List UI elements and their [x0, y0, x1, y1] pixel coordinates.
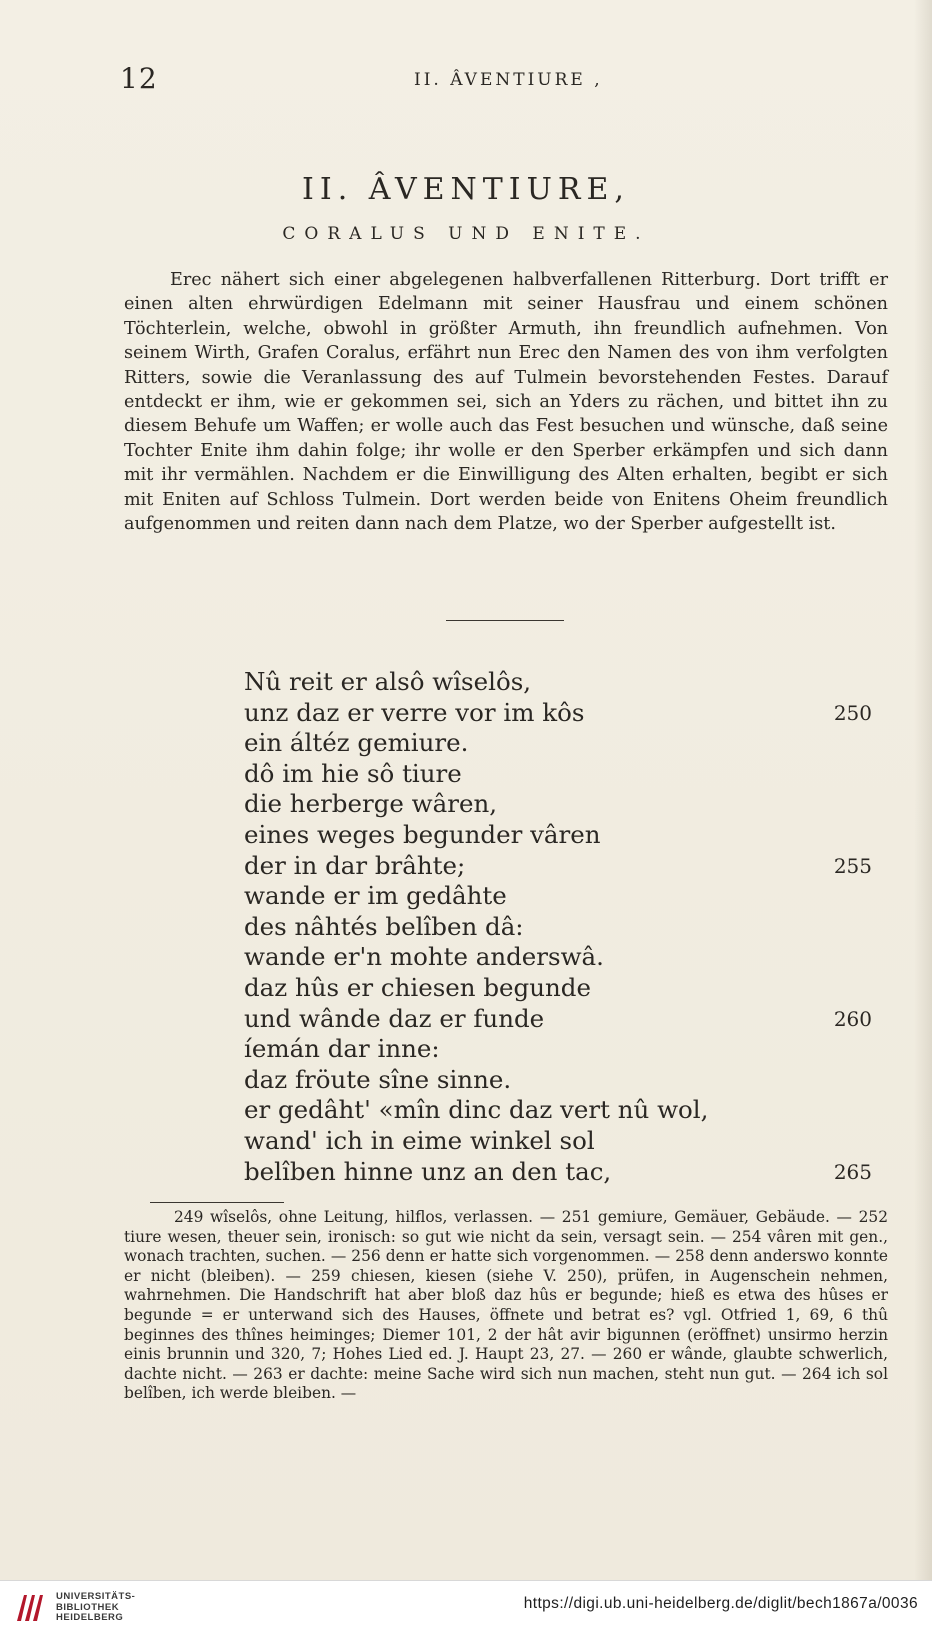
verse-line: [244, 973, 884, 1004]
verse-line: [244, 881, 884, 912]
verse-text: daz fröute sîne sinne.: [244, 1064, 512, 1094]
library-name-line: UNIVERSITÄTS-: [56, 1591, 136, 1602]
verse-text: des nâhtés belîben dâ:: [244, 911, 524, 941]
verse-line: [244, 1004, 884, 1035]
source-url-link[interactable]: https://digi.ub.uni-heidelberg.de/diglit/bech1867a/0036: [523, 1595, 918, 1612]
chapter-summary: [124, 268, 888, 536]
verse-text: und wânde daz er funde: [244, 1003, 545, 1033]
verse-text: er gedâht' «mîn dinc daz vert nû wol,: [244, 1095, 709, 1125]
footnote-text: 249 wîselôs, ohne Leitung, hilflos, verlassen. — 251 gemiure, Gemäuer, Gebäude. — 252 tiure wesen, theuer sein, ironisch: so gut wie nicht da sein, versagt sein. — 254 vâren mit gen., wonach trachten, suchen. — 256 denn er hatte sich vorgenommen. — 258 denn anderswo konnte er nicht (bleiben). — 259 chiesen, kiesen (siehe V. 250), prüfen, in Augenschein nehmen, wahrnehmen. Die Handschrift hat aber bloß daz hûs er begunde; hieß es etwa des hûses er begunde = er unterwand sich des Hauses, öffnete und betrat es? vgl. Otfried 1, 69, 6 thû beginnes des thînes heiminges; Diemer 101, 2 der hât avir bigunnen (eröffnet) unsirmo herzin einis brunnin und 320, 7; Hohes Lied ed. J. Haupt 23, 27. — 260 er wânde, glaubte schwerlich, dachte nicht. — 263 er dachte: meine Sache wird sich nun machen, steht nun gut. — 264 ich sol belîben, ich werde bleiben. —: [124, 1208, 888, 1403]
verse-line: [244, 851, 884, 882]
verse-text: die herberge wâren,: [244, 789, 498, 819]
verse-number: 265: [833, 1159, 872, 1184]
verse-block: [244, 667, 884, 1187]
verse-text: wande er im gedâhte: [244, 881, 507, 911]
section-divider: [446, 620, 564, 621]
verse-number: 250: [833, 700, 872, 725]
verse-text: unz daz er verre vor im kôs: [244, 697, 585, 727]
verse-text: dô im hie sô tiure: [244, 758, 462, 788]
verse-line: [244, 820, 884, 851]
verse-line: [244, 667, 884, 698]
verse-number: 255: [833, 853, 872, 878]
verse-text: ein áltéz gemiure.: [244, 728, 469, 758]
verse-text: wande er'n mohte anderswâ.: [244, 942, 604, 972]
verse-text: íemán dar inne:: [244, 1034, 440, 1064]
running-head: II. ÂVENTIURE ,: [414, 70, 603, 90]
verse-line: [244, 789, 884, 820]
library-name: [56, 1592, 135, 1624]
verse-line: [244, 942, 884, 973]
verse-text: wand' ich in eime winkel sol: [244, 1125, 595, 1155]
verse-number: 260: [833, 1006, 872, 1031]
page-number: 12: [120, 62, 158, 95]
chapter-subtitle: CORALUS UND ENITE.: [282, 224, 650, 244]
verse-line: [244, 1157, 884, 1188]
footnotes: [124, 1208, 888, 1404]
verse-line: [244, 698, 884, 729]
page-header: [0, 62, 932, 102]
library-name-line: HEIDELBERG: [56, 1612, 124, 1623]
university-library-logo-icon: [14, 1591, 48, 1625]
viewer-footer: [0, 1580, 932, 1632]
verse-line: [244, 1095, 884, 1126]
verse-text: Nû reit er alsô wîselôs,: [244, 667, 532, 696]
verse-line: [244, 759, 884, 790]
verse-line: [244, 1126, 884, 1157]
verse-text: der in dar brâhte;: [244, 850, 466, 880]
chapter-title: II. ÂVENTIURE,: [302, 172, 630, 207]
verse-text: eines weges begunder vâren: [244, 819, 601, 849]
verse-line: [244, 1065, 884, 1096]
verse-line: [244, 728, 884, 759]
footnote-divider: [150, 1202, 284, 1203]
summary-paragraph: Erec nähert sich einer abgelegenen halbverfallenen Ritterburg. Dort trifft er einen alten ehrwürdigen Edelmann mit seiner Hausfrau und einem schönen Töchterlein, welche, obwohl in größter Armuth, ihn freundlich aufnehmen. Von seinem Wirth, Grafen Coralus, erfährt nun Erec den Namen des von ihm verfolgten Ritters, sowie die Veranlassung des auf Tulmein bevorstehenden Festes. Darauf entdeckt er ihm, wie er gekommen sei, sich an Yders zu rächen, und bittet ihn zu diesem Behufe um Waffen; er wolle auch das Fest besuchen und wünsche, daß seine Tochter Enite ihm dahin folge; ihr wolle er den Sperber erkämpfen und sich dann mit ihr vermählen. Nachdem er die Einwilligung des Alten erhalten, begibt er sich mit Eniten auf Schloss Tulmein. Dort werden beide von Enitens Oheim freundlich aufgenommen und reiten dann nach dem Platze, wo der Sperber aufgestellt ist.: [124, 270, 888, 535]
verse-line: [244, 912, 884, 943]
verse-text: belîben hinne unz an den tac,: [244, 1156, 612, 1186]
verse-line: [244, 1034, 884, 1065]
verse-text: daz hûs er chiesen begunde: [244, 972, 591, 1002]
library-name-line: BIBLIOTHEK: [56, 1601, 120, 1613]
